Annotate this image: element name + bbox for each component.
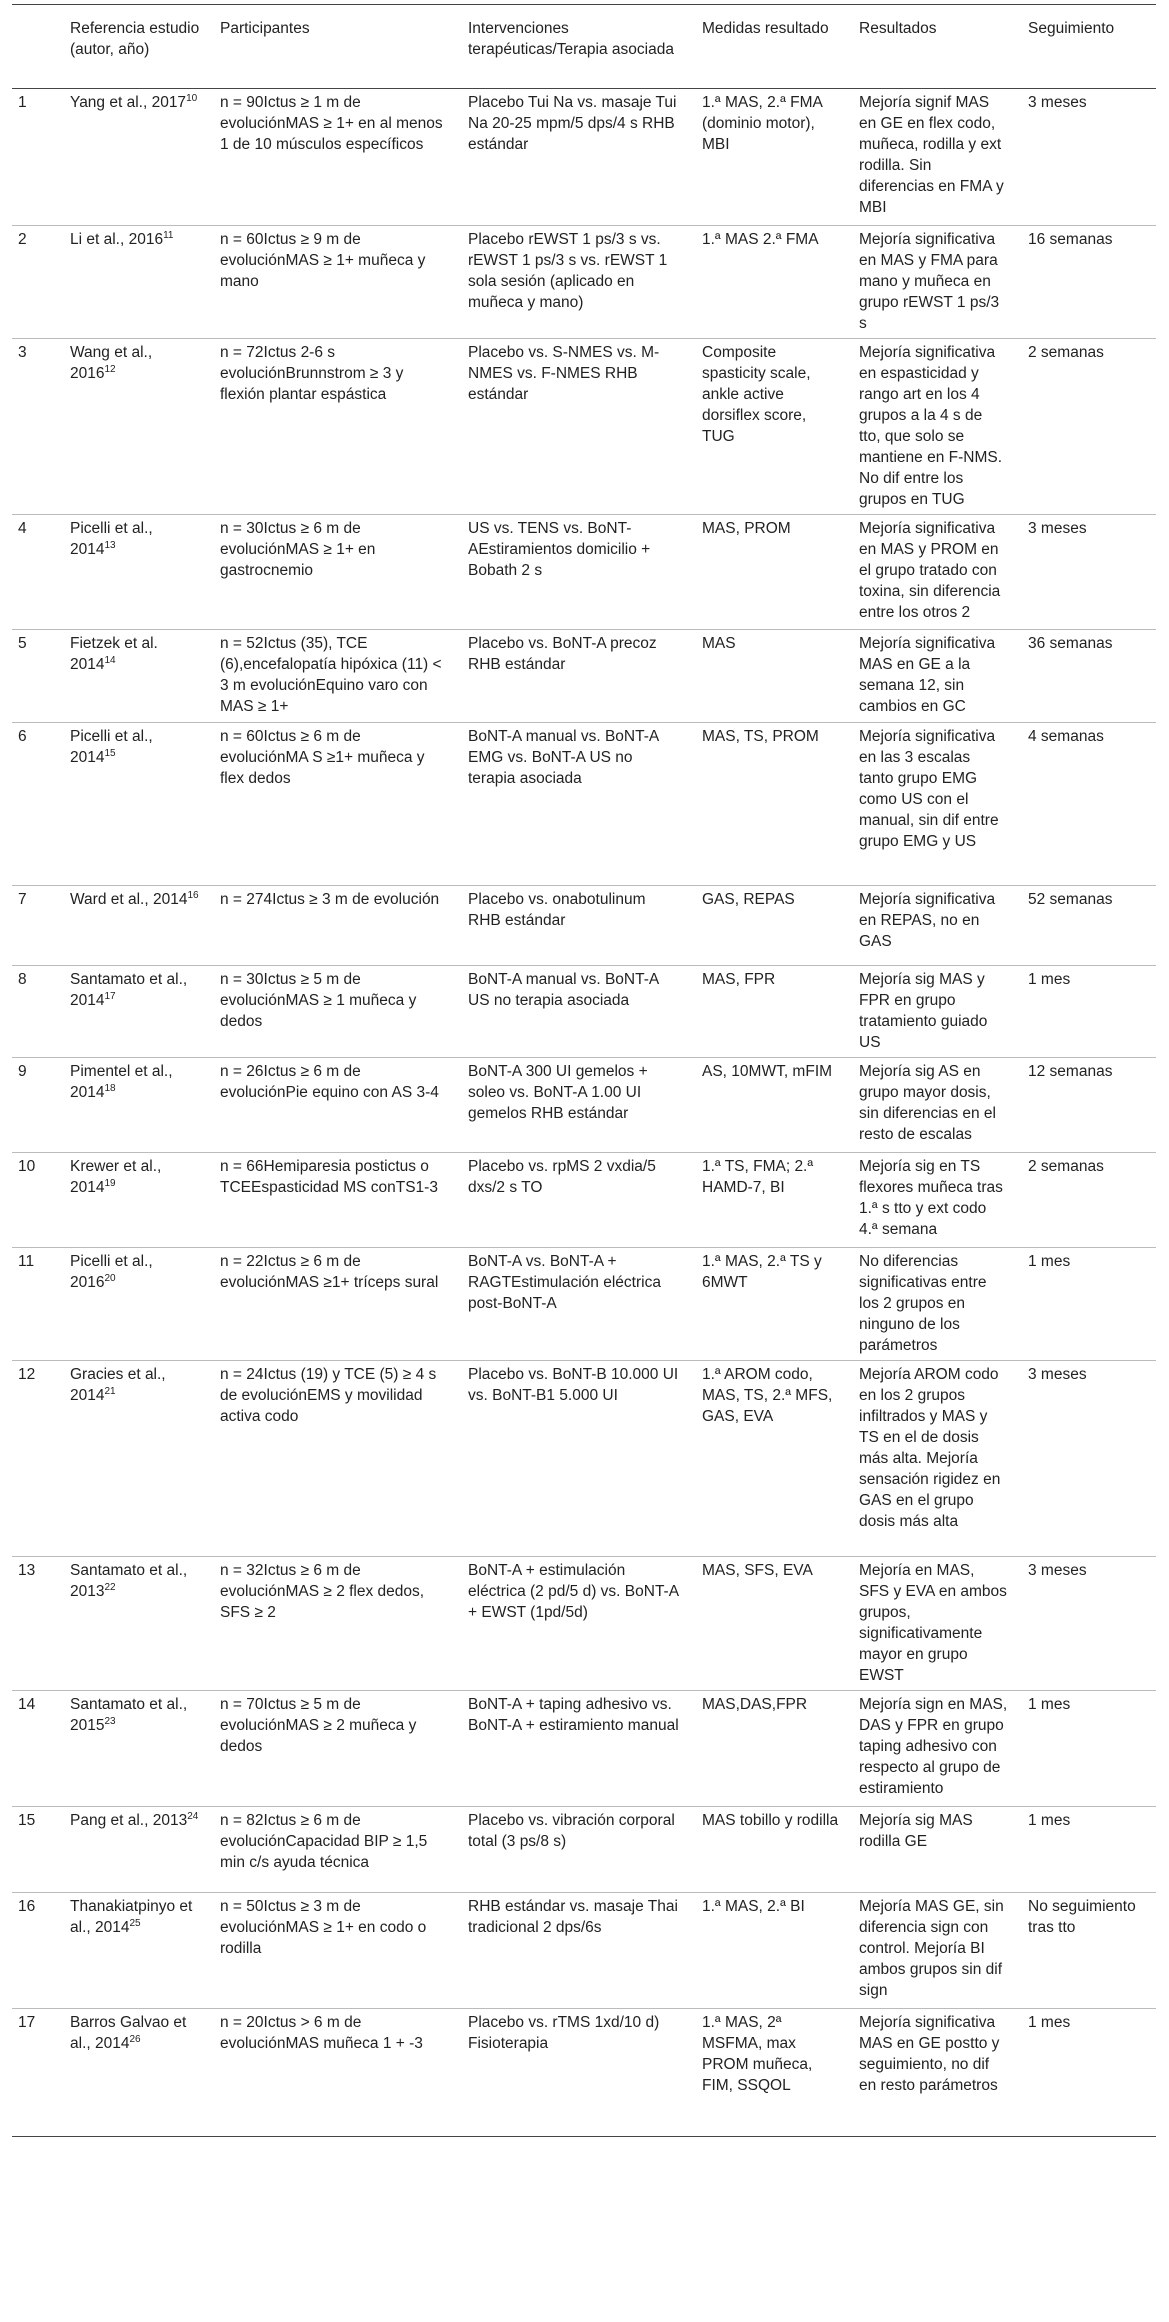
cell-outcome-measures [692,226,849,339]
cell-follow-up [1018,89,1156,226]
cell-follow-up-text: 3 meses [1028,1366,1087,1383]
cell-index [12,1807,60,1893]
cell-interventions [458,886,692,966]
cell-follow-up-text: 1 mes [1028,2014,1071,2031]
cell-participants-text: n = 30Ictus ≥ 5 m de evoluciónMAS ≥ 1 muñeca y dedos [220,971,417,1030]
cell-interventions-text: Placebo vs. rpMS 2 vxdia/5 dxs/2 s TO [468,1158,656,1196]
cell-follow-up-text: 4 semanas [1028,728,1104,745]
cell-index-text: 10 [18,1158,36,1175]
cell-reference-text: Santamato et al., 2014 [70,971,188,1009]
table-row [12,515,1156,630]
cell-participants [210,1361,458,1557]
cell-interventions-text: Placebo vs. vibración corporal total (3 ps/8 s) [468,1812,675,1850]
table-row [12,226,1156,339]
cell-interventions-text: BoNT-A vs. BoNT-A + RAGTEstimulación eléctrica post-BoNT-A [468,1253,661,1312]
cell-participants-text: n = 52Ictus (35), TCE (6),encefalopatía hipóxica (11) < 3 m evoluciónEquino varo con MAS ≥ 1+ [220,635,442,715]
cell-results-text: Mejoría signif MAS en GE en flex codo, muñeca, rodilla y ext rodilla. Sin diferencias en FMA y MBI [859,94,1004,216]
cell-participants-text: n = 26Ictus ≥ 6 m de evoluciónPie equino con AS 3-4 [220,1063,439,1101]
cell-outcome-measures [692,339,849,515]
cell-results [849,2009,1018,2137]
cell-participants-text: n = 50Ictus ≥ 3 m de evoluciónMAS ≥ 1+ en codo o rodilla [220,1898,427,1957]
cell-index-text: 16 [18,1898,36,1915]
cell-participants [210,2009,458,2137]
cell-outcome-measures-text: 1.ª MAS, 2.ª TS y 6MWT [702,1253,822,1291]
cell-follow-up [1018,1691,1156,1807]
cell-index [12,226,60,339]
cell-participants [210,886,458,966]
header-results: Resultados [849,5,1018,89]
cell-outcome-measures-text: MAS, TS, PROM [702,728,819,745]
table-row [12,339,1156,515]
cell-results-text: Mejoría sig en TS flexores muñeca tras 1.ª s tto y ext codo 4.ª semana [859,1158,1003,1238]
cell-outcome-measures [692,723,849,886]
cell-participants-text: n = 70Ictus ≥ 5 m de evoluciónMAS ≥ 2 muñeca y dedos [220,1696,417,1755]
cell-follow-up [1018,1361,1156,1557]
cell-interventions-text: BoNT-A 300 UI gemelos + soleo vs. BoNT-A 1.00 UI gemelos RHB estándar [468,1063,648,1122]
cell-reference-text: Wang et al., 2016 [70,344,153,382]
cell-index [12,339,60,515]
cell-participants [210,723,458,886]
cell-participants-text: n = 82Ictus ≥ 6 m de evoluciónCapacidad BIP ≥ 1,5 min c/s ayuda técnica [220,1812,428,1871]
cell-follow-up-text: 1 mes [1028,1253,1071,1270]
cell-index [12,886,60,966]
cell-follow-up [1018,1893,1156,2009]
cell-results-text: No diferencias significativas entre los 2 grupos en ninguno de los parámetros [859,1253,987,1354]
cell-follow-up-text: 1 mes [1028,1696,1071,1713]
cell-outcome-measures [692,1361,849,1557]
cell-interventions [458,1058,692,1153]
cell-index [12,515,60,630]
cell-outcome-measures [692,1557,849,1691]
table-row [12,1807,1156,1893]
cell-index [12,630,60,723]
cell-participants-text: n = 90Ictus ≥ 1 m de evoluciónMAS ≥ 1+ en al menos 1 de 10 músculos específicos [220,94,443,153]
cell-reference-text: Fietzek et al. 2014 [70,635,158,673]
cell-interventions [458,515,692,630]
cell-participants [210,1691,458,1807]
cell-results [849,515,1018,630]
cell-outcome-measures-text: MAS, SFS, EVA [702,1562,813,1579]
cell-index-text: 14 [18,1696,36,1713]
citation-number: 23 [104,1716,116,1727]
cell-outcome-measures-text: MAS, PROM [702,520,791,537]
cell-outcome-measures-text: 1.ª AROM codo, MAS, TS, 2.ª MFS, GAS, EVA [702,1366,833,1425]
header-interventions: Intervenciones terapéuticas/Terapia asociada [458,5,692,89]
cell-reference [60,226,210,339]
table-row [12,2009,1156,2137]
cell-outcome-measures-text: 1.ª MAS, 2ª MSFMA, max PROM muñeca, FIM, SSQOL [702,2014,813,2094]
cell-follow-up-text: 16 semanas [1028,231,1113,248]
cell-participants [210,1058,458,1153]
cell-outcome-measures [692,515,849,630]
cell-index-text: 5 [18,635,27,652]
cell-results-text: Mejoría significativa MAS en GE a la semana 12, sin cambios en GC [859,635,996,715]
citation-number: 11 [163,230,174,241]
cell-participants-text: n = 20Ictus > 6 m de evoluciónMAS muñeca 1 + -3 [220,2014,423,2052]
cell-interventions-text: BoNT-A + taping adhesivo vs. BoNT-A + estiramiento manual [468,1696,679,1734]
cell-reference-text: Pimentel et al., 2014 [70,1063,173,1101]
cell-results-text: Mejoría en MAS, SFS y EVA en ambos grupos, significativamente mayor en grupo EWST [859,1562,1007,1684]
cell-follow-up [1018,226,1156,339]
table-row [12,1893,1156,2009]
cell-outcome-measures-text: MAS,DAS,FPR [702,1696,808,1713]
table-row [12,1058,1156,1153]
cell-reference-text: Barros Galvao et al., 2014 [70,2014,187,2052]
cell-outcome-measures-text: 1.ª TS, FMA; 2.ª HAMD-7, BI [702,1158,814,1196]
cell-reference-text: Ward et al., 2014 [70,891,188,908]
cell-outcome-measures-text: 1.ª MAS 2.ª FMA [702,231,819,248]
cell-index [12,966,60,1058]
cell-index [12,1557,60,1691]
cell-interventions-text: Placebo vs. BoNT-A precoz RHB estándar [468,635,657,673]
citation-number: 10 [186,93,198,104]
cell-outcome-measures [692,966,849,1058]
cell-results-text: Mejoría significativa en MAS y PROM en el grupo tratado con toxina, sin diferencia entre los otros 2 [859,520,1001,621]
header-follow-up: Seguimiento [1018,5,1156,89]
cell-index-text: 6 [18,728,27,745]
cell-index [12,1361,60,1557]
cell-follow-up-text: 2 semanas [1028,1158,1104,1175]
cell-results [849,1058,1018,1153]
cell-interventions-text: RHB estándar vs. masaje Thai tradicional 2 dps/6s [468,1898,678,1936]
cell-outcome-measures [692,1893,849,2009]
cell-interventions-text: Placebo rEWST 1 ps/3 s vs. rEWST 1 ps/3 s vs. rEWST 1 sola sesión (aplicado en muñeca y mano) [468,231,668,311]
cell-participants [210,1557,458,1691]
citation-number: 25 [129,1918,141,1929]
cell-follow-up [1018,723,1156,886]
cell-index-text: 9 [18,1063,27,1080]
cell-outcome-measures [692,1153,849,1248]
table-row [12,630,1156,723]
cell-interventions [458,966,692,1058]
cell-participants [210,226,458,339]
cell-results [849,1557,1018,1691]
cell-reference-text: Picelli et al., 2014 [70,728,153,766]
cell-follow-up [1018,339,1156,515]
cell-follow-up-text: 1 mes [1028,1812,1071,1829]
cell-interventions [458,1153,692,1248]
cell-reference [60,89,210,226]
cell-outcome-measures [692,2009,849,2137]
cell-reference [60,1893,210,2009]
table-row [12,1691,1156,1807]
cell-participants [210,1893,458,2009]
cell-participants-text: n = 60Ictus ≥ 6 m de evoluciónMA S ≥1+ muñeca y flex dedos [220,728,425,787]
cell-index-text: 12 [18,1366,36,1383]
cell-results-text: Mejoría sign en MAS, DAS y FPR en grupo taping adhesivo con respecto al grupo de estiramiento [859,1696,1008,1797]
table-row [12,723,1156,886]
cell-reference-text: Thanakiatpinyo et al., 2014 [70,1898,193,1936]
cell-interventions [458,630,692,723]
cell-interventions [458,1893,692,2009]
cell-reference-text: Picelli et al., 2014 [70,520,153,558]
cell-interventions [458,1248,692,1361]
cell-participants-text: n = 30Ictus ≥ 6 m de evoluciónMAS ≥ 1+ en gastrocnemio [220,520,376,579]
citation-number: 24 [187,1811,199,1822]
cell-participants [210,966,458,1058]
cell-results [849,886,1018,966]
cell-index-text: 15 [18,1812,36,1829]
cell-interventions-text: Placebo vs. onabotulinum RHB estándar [468,891,646,929]
cell-participants [210,339,458,515]
citation-number: 14 [104,655,116,666]
cell-participants-text: n = 24Ictus (19) y TCE (5) ≥ 4 s de evoluciónEMS y movilidad activa codo [220,1366,437,1425]
cell-interventions [458,2009,692,2137]
cell-index [12,723,60,886]
cell-outcome-measures-text: MAS tobillo y rodilla [702,1812,839,1829]
cell-reference [60,1058,210,1153]
cell-results-text: Mejoría significativa en REPAS, no en GAS [859,891,996,950]
cell-participants [210,630,458,723]
cell-participants [210,1248,458,1361]
cell-interventions [458,1691,692,1807]
cell-follow-up [1018,1058,1156,1153]
cell-follow-up [1018,966,1156,1058]
cell-follow-up-text: 12 semanas [1028,1063,1113,1080]
cell-outcome-measures [692,1248,849,1361]
header-reference: Referencia estudio (autor, año) [60,5,210,89]
cell-outcome-measures-text: GAS, REPAS [702,891,795,908]
cell-results-text: Mejoría significativa en espasticidad y rango art en los 4 grupos a la 4 s de tto, que solo se mantiene en F-NMS. No dif entre los grupos en TUG [859,344,1002,508]
cell-index [12,1691,60,1807]
cell-interventions-text: US vs. TENS vs. BoNT-AEstiramientos domicilio + Bobath 2 s [468,520,651,579]
cell-follow-up-text: No seguimiento tras tto [1028,1898,1136,1936]
cell-follow-up-text: 3 meses [1028,520,1087,537]
cell-results [849,89,1018,226]
cell-interventions [458,723,692,886]
cell-index [12,1058,60,1153]
cell-outcome-measures-text: MAS [702,635,736,652]
header-index [12,5,60,89]
citation-number: 13 [104,540,116,551]
citation-number: 19 [104,1178,116,1189]
cell-follow-up [1018,886,1156,966]
citation-number: 20 [104,1273,116,1284]
cell-reference-text: Li et al., 2016 [70,231,164,248]
cell-participants-text: n = 22Ictus ≥ 6 m de evoluciónMAS ≥1+ tríceps sural [220,1253,439,1291]
citation-number: 21 [104,1386,116,1397]
citation-number: 12 [104,364,116,375]
cell-reference [60,1153,210,1248]
cell-index [12,2009,60,2137]
cell-interventions-text: BoNT-A manual vs. BoNT-A EMG vs. BoNT-A US no terapia asociada [468,728,659,787]
cell-reference [60,2009,210,2137]
cell-index [12,1248,60,1361]
cell-follow-up [1018,1153,1156,1248]
cell-results [849,1248,1018,1361]
cell-index-text: 11 [18,1253,35,1270]
cell-results-text: Mejoría sig MAS rodilla GE [859,1812,973,1850]
cell-outcome-measures-text: MAS, FPR [702,971,776,988]
cell-reference [60,886,210,966]
cell-index-text: 13 [18,1562,36,1579]
cell-results [849,1153,1018,1248]
table-body [12,89,1156,2137]
cell-reference-text: Yang et al., 2017 [70,94,187,111]
cell-index-text: 8 [18,971,27,988]
cell-results-text: Mejoría MAS GE, sin diferencia sign con control. Mejoría BI ambos grupos sin dif sign [859,1898,1004,1999]
cell-results-text: Mejoría sig MAS y FPR en grupo tratamiento guiado US [859,971,988,1051]
cell-follow-up-text: 3 meses [1028,1562,1087,1579]
cell-reference [60,1691,210,1807]
cell-interventions-text: Placebo Tui Na vs. masaje Tui Na 20-25 mpm/5 dps/4 s RHB estándar [468,94,677,153]
table-row [12,886,1156,966]
cell-outcome-measures-text: 1.ª MAS, 2.ª FMA (dominio motor), MBI [702,94,823,153]
cell-interventions [458,89,692,226]
cell-participants [210,515,458,630]
citation-number: 18 [104,1083,116,1094]
cell-follow-up [1018,1248,1156,1361]
cell-interventions-text: BoNT-A + estimulación eléctrica (2 pd/5 d) vs. BoNT-A + EWST (1pd/5d) [468,1562,679,1621]
citation-number: 16 [187,890,199,901]
cell-follow-up [1018,630,1156,723]
cell-reference [60,1557,210,1691]
cell-interventions [458,1807,692,1893]
cell-follow-up [1018,2009,1156,2137]
cell-results [849,339,1018,515]
cell-follow-up-text: 3 meses [1028,94,1087,111]
cell-reference [60,339,210,515]
table-header [12,5,1156,89]
cell-outcome-measures [692,886,849,966]
cell-interventions [458,339,692,515]
cell-participants-text: n = 32Ictus ≥ 6 m de evoluciónMAS ≥ 2 flex dedos, SFS ≥ 2 [220,1562,425,1621]
cell-interventions [458,1557,692,1691]
cell-reference-text: Gracies et al., 2014 [70,1366,166,1404]
cell-outcome-measures-text: AS, 10MWT, mFIM [702,1063,833,1080]
cell-index-text: 3 [18,344,27,361]
cell-interventions-text: Placebo vs. rTMS 1xd/10 d) Fisioterapia [468,2014,660,2052]
cell-reference-text: Santamato et al., 2015 [70,1696,188,1734]
cell-results [849,1691,1018,1807]
cell-results [849,1893,1018,2009]
cell-interventions-text: Placebo vs. S-NMES vs. M-NMES vs. F-NMES RHB estándar [468,344,660,403]
table-row [12,1153,1156,1248]
cell-outcome-measures [692,630,849,723]
cell-interventions-text: Placebo vs. BoNT-B 10.000 UI vs. BoNT-B1 5.000 UI [468,1366,679,1404]
cell-interventions-text: BoNT-A manual vs. BoNT-A US no terapia asociada [468,971,659,1009]
cell-index [12,1153,60,1248]
cell-follow-up [1018,515,1156,630]
cell-participants [210,1153,458,1248]
cell-follow-up-text: 2 semanas [1028,344,1104,361]
table-row [12,89,1156,226]
cell-results-text: Mejoría AROM codo en los 2 grupos infiltrados y MAS y TS en el de dosis más alta. Mejoría sensación rigidez en GAS en el grupo dosis más alta [859,1366,1001,1530]
cell-results-text: Mejoría significativa en las 3 escalas tanto grupo EMG como US con el manual, sin dif entre grupo EMG y US [859,728,999,850]
cell-follow-up-text: 1 mes [1028,971,1071,988]
table-row [12,1557,1156,1691]
cell-participants [210,89,458,226]
cell-outcome-measures [692,1691,849,1807]
cell-reference [60,630,210,723]
citation-number: 15 [104,748,116,759]
cell-follow-up-text: 52 semanas [1028,891,1113,908]
cell-index [12,1893,60,2009]
cell-reference-text: Krewer et al., 2014 [70,1158,162,1196]
cell-outcome-measures [692,1807,849,1893]
cell-results-text: Mejoría sig AS en grupo mayor dosis, sin diferencias en el resto de escalas [859,1063,996,1143]
cell-outcome-measures [692,1058,849,1153]
header-outcome-measures: Medidas resultado [692,5,849,89]
cell-participants-text: n = 60Ictus ≥ 9 m de evoluciónMAS ≥ 1+ muñeca y mano [220,231,426,290]
cell-results [849,630,1018,723]
table-row [12,966,1156,1058]
cell-reference-text: Santamato et al., 2013 [70,1562,188,1600]
cell-reference-text: Picelli et al., 2016 [70,1253,153,1291]
cell-follow-up [1018,1807,1156,1893]
cell-participants [210,1807,458,1893]
cell-outcome-measures-text: 1.ª MAS, 2.ª BI [702,1898,805,1915]
cell-results [849,723,1018,886]
cell-participants-text: n = 66Hemiparesia postictus o TCEEspasticidad MS conTS1-3 [220,1158,438,1196]
cell-outcome-measures-text: Composite spasticity scale, ankle active dorsiflex score, TUG [702,344,811,445]
cell-outcome-measures [692,89,849,226]
cell-index [12,89,60,226]
cell-participants-text: n = 72Ictus 2-6 s evoluciónBrunnstrom ≥ 3 y flexión plantar espástica [220,344,404,403]
cell-index-text: 2 [18,231,27,248]
cell-reference [60,723,210,886]
citation-number: 22 [104,1582,116,1593]
cell-results [849,226,1018,339]
cell-results [849,1807,1018,1893]
cell-results-text: Mejoría significativa MAS en GE postto y seguimiento, no dif en resto parámetros [859,2014,1000,2094]
studies-table [12,4,1156,2137]
cell-results [849,1361,1018,1557]
cell-index-text: 17 [18,2014,36,2031]
cell-index-text: 4 [18,520,27,537]
cell-reference [60,1361,210,1557]
cell-interventions [458,1361,692,1557]
cell-interventions [458,226,692,339]
cell-results-text: Mejoría significativa en MAS y FMA para mano y muñeca en grupo rEWST 1 ps/3 s [859,231,1000,332]
cell-reference [60,1807,210,1893]
cell-index-text: 1 [18,94,27,111]
cell-reference [60,1248,210,1361]
citation-number: 17 [104,991,116,1002]
table-row [12,1248,1156,1361]
header-participants: Participantes [210,5,458,89]
cell-participants-text: n = 274Ictus ≥ 3 m de evolución [220,891,440,908]
cell-results [849,966,1018,1058]
cell-reference [60,966,210,1058]
cell-reference-text: Pang et al., 2013 [70,1812,188,1829]
cell-index-text: 7 [18,891,27,908]
cell-reference [60,515,210,630]
citation-number: 26 [129,2034,141,2045]
cell-follow-up-text: 36 semanas [1028,635,1113,652]
cell-follow-up [1018,1557,1156,1691]
table-row [12,1361,1156,1557]
